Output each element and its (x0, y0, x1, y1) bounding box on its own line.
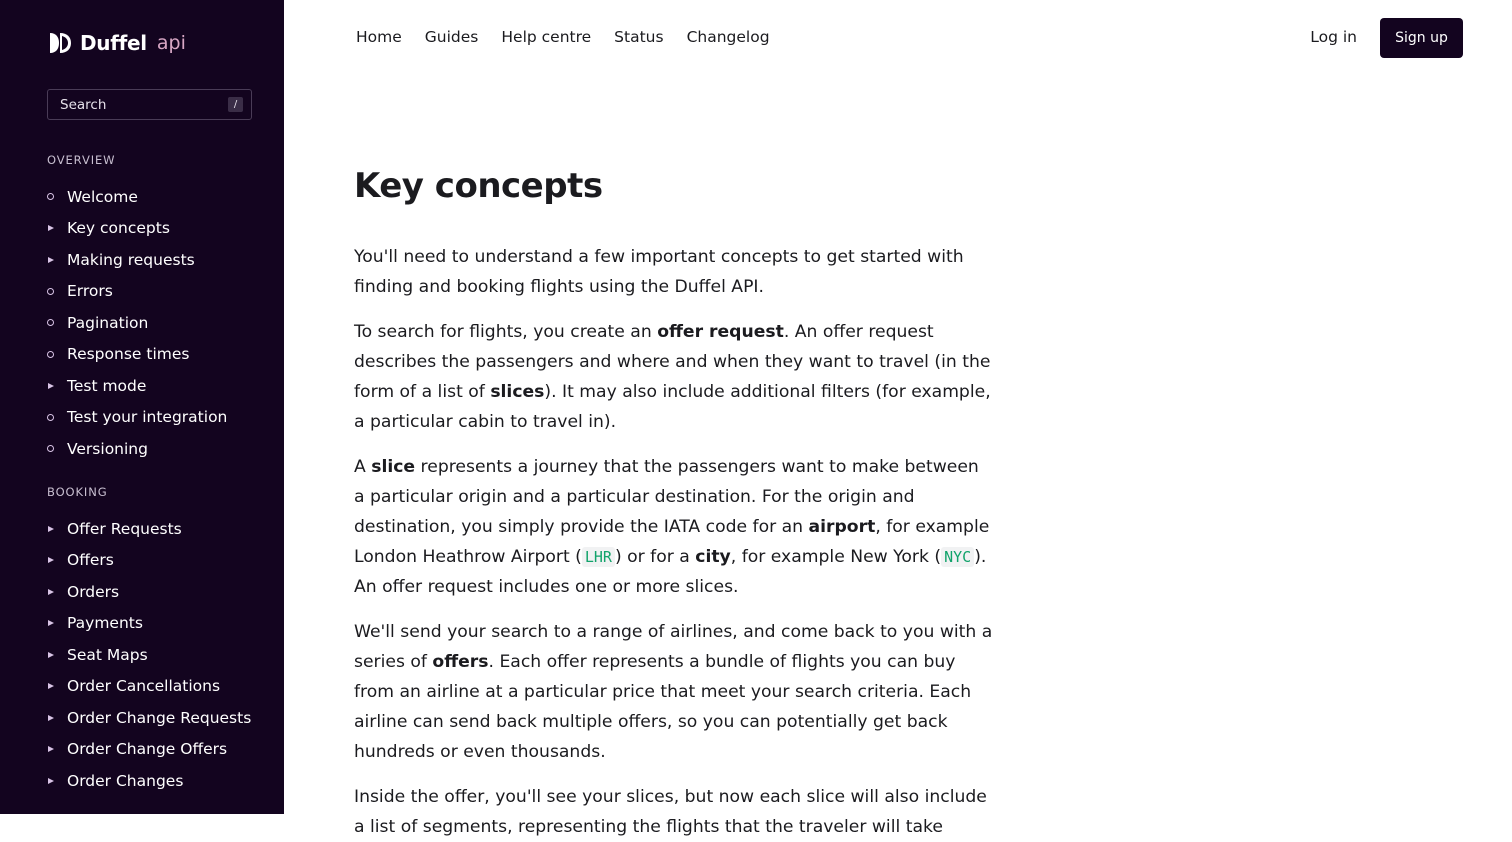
content-paragraph (354, 317, 994, 437)
expand-triangle-icon (47, 683, 67, 689)
sidebar-item-label: Pagination (67, 313, 149, 332)
sidebar-item-label: Payments (67, 614, 143, 633)
paragraph-text: You'll need to understand a few important concepts to get started with finding and booking flights using the Duffel API. (354, 247, 964, 297)
expand-triangle-icon (47, 778, 67, 784)
expand-triangle-icon (47, 746, 67, 752)
sidebar-item-offer-requests[interactable] (47, 513, 251, 545)
expand-triangle-icon (47, 557, 67, 563)
paragraph-text: , for example New York ( (730, 547, 942, 567)
paragraph-text: We'll send your search to a range of airlines, and come back to you with a series of (354, 622, 993, 672)
expand-triangle-icon (47, 526, 67, 532)
sidebar-item-label: Order Change Offers (67, 740, 228, 759)
nav-list-booking (47, 513, 251, 797)
sidebar-item-welcome[interactable] (47, 181, 227, 213)
content-paragraph (354, 242, 994, 302)
sidebar-item-label: Test your integration (67, 408, 228, 427)
expand-triangle-icon (47, 225, 67, 231)
sidebar-item-label: Welcome (67, 187, 138, 206)
circle-bullet-icon (47, 445, 67, 452)
circle-bullet-icon (47, 351, 67, 358)
sidebar-item-response-times[interactable] (47, 339, 227, 371)
sidebar-item-order-changes[interactable] (47, 765, 251, 797)
paragraph-text: represents a journey that the passengers want to make between a particular origin and a particular destination. For the origin and destination, you simply provide the IATA code for an (354, 457, 979, 537)
paragraph-text: ) or for a (614, 547, 696, 567)
bold-term: city (695, 547, 731, 567)
sidebar-item-pagination[interactable] (47, 307, 227, 339)
sidebar-item-order-cancellations[interactable] (47, 671, 251, 703)
circle-bullet-icon (47, 193, 67, 200)
circle-bullet-icon (47, 319, 67, 326)
sidebar-item-label: Orders (67, 582, 120, 601)
content-paragraph (354, 452, 994, 602)
sidebar-item-label: Response times (67, 345, 190, 364)
top-navigation (356, 28, 770, 46)
expand-triangle-icon (47, 715, 67, 721)
expand-triangle-icon (47, 257, 67, 263)
paragraph-text: ). An offer request includes one or more slices. (354, 547, 987, 597)
topnav-link-guides[interactable]: Guides (424, 28, 479, 46)
paragraph-text: . An offer request describes the passengers and where and when they want to travel (in the form of a list of (354, 322, 991, 402)
sidebar-item-seat-maps[interactable] (47, 639, 251, 671)
nav-section-booking (47, 484, 251, 797)
nav-heading-booking: BOOKING (47, 485, 108, 499)
content-paragraph (354, 617, 994, 767)
signup-button[interactable]: Sign up (1380, 18, 1463, 58)
nav-list-overview (47, 181, 227, 465)
bold-term: slices (490, 382, 545, 402)
circle-bullet-icon (47, 414, 67, 421)
paragraph-text: ). It may also include additional filters (for example, a particular cabin to travel in). (354, 382, 991, 432)
sidebar-item-label: Versioning (67, 439, 148, 458)
sidebar-item-label: Offer Requests (67, 519, 182, 538)
sidebar-item-test-mode[interactable] (47, 370, 227, 402)
sidebar-item-label: Order Cancellations (67, 677, 221, 696)
sidebar-item-making-requests[interactable] (47, 244, 227, 276)
bold-term: offers (432, 652, 489, 672)
paragraph-text: , for example London Heathrow Airport ( (354, 517, 990, 567)
content-paragraph (354, 782, 994, 842)
inline-code: LHR (582, 547, 615, 567)
search-shortcut-key: / (228, 97, 243, 112)
topnav-link-help-centre[interactable]: Help centre (501, 28, 592, 46)
topnav-link-changelog[interactable]: Changelog (686, 28, 770, 46)
topnav-link-status[interactable]: Status (614, 28, 664, 46)
circle-bullet-icon (47, 288, 67, 295)
main-content (354, 164, 994, 842)
nav-section-overview (47, 152, 227, 465)
nav-heading-overview: OVERVIEW (47, 153, 116, 167)
inline-code: NYC (941, 547, 974, 567)
search-input[interactable] (47, 89, 252, 120)
sidebar-item-label: Key concepts (67, 219, 170, 238)
brand-suffix: api (156, 32, 186, 54)
sidebar-item-label: Test mode (67, 376, 147, 395)
sidebar-item-order-change-offers[interactable] (47, 734, 251, 766)
sidebar-item-label: Errors (67, 282, 113, 301)
sidebar-item-payments[interactable] (47, 608, 251, 640)
sidebar-item-test-your-integration[interactable] (47, 402, 227, 434)
duffel-logo[interactable] (47, 30, 186, 56)
sidebar-item-order-change-requests[interactable] (47, 702, 251, 734)
sidebar-item-errors[interactable] (47, 276, 227, 308)
sidebar-item-label: Seat Maps (67, 645, 148, 664)
sidebar-item-label: Making requests (67, 250, 195, 269)
bold-term: slice (371, 457, 416, 477)
paragraph-text: To search for flights, you create an (354, 322, 658, 342)
expand-triangle-icon (47, 620, 67, 626)
sidebar-item-label: Offers (67, 551, 114, 570)
brand-name: Duffel (80, 31, 147, 55)
sidebar-item-offers[interactable] (47, 545, 251, 577)
sidebar-item-orders[interactable] (47, 576, 251, 608)
search-placeholder: Search (60, 96, 107, 113)
sidebar-item-versioning[interactable] (47, 433, 227, 465)
expand-triangle-icon (47, 652, 67, 658)
bold-term: airport (808, 517, 876, 537)
sidebar-item-key-concepts[interactable] (47, 213, 227, 245)
sidebar-item-label: Order Change Requests (67, 708, 252, 727)
bold-term: offer request (657, 322, 784, 342)
expand-triangle-icon (47, 589, 67, 595)
login-link[interactable]: Log in (1310, 28, 1357, 46)
sidebar-item-label: Order Changes (67, 771, 184, 790)
expand-triangle-icon (47, 383, 67, 389)
paragraph-text: . Each offer represents a bundle of flights you can buy from an airline at a particular price that meet your search criteria. Each airline can send back multiple offers, so you can potentially get back hundreds or even thousands. (354, 652, 972, 762)
topnav-link-home[interactable]: Home (356, 28, 402, 46)
duffel-logo-icon (47, 31, 73, 55)
paragraph-text: Inside the offer, you'll see your slices, but now each slice will also include a list of segments, representing the flights that the traveler will take (354, 787, 987, 837)
paragraph-text: A (354, 457, 372, 477)
sidebar (0, 0, 284, 814)
page-title: Key concepts (354, 166, 603, 206)
